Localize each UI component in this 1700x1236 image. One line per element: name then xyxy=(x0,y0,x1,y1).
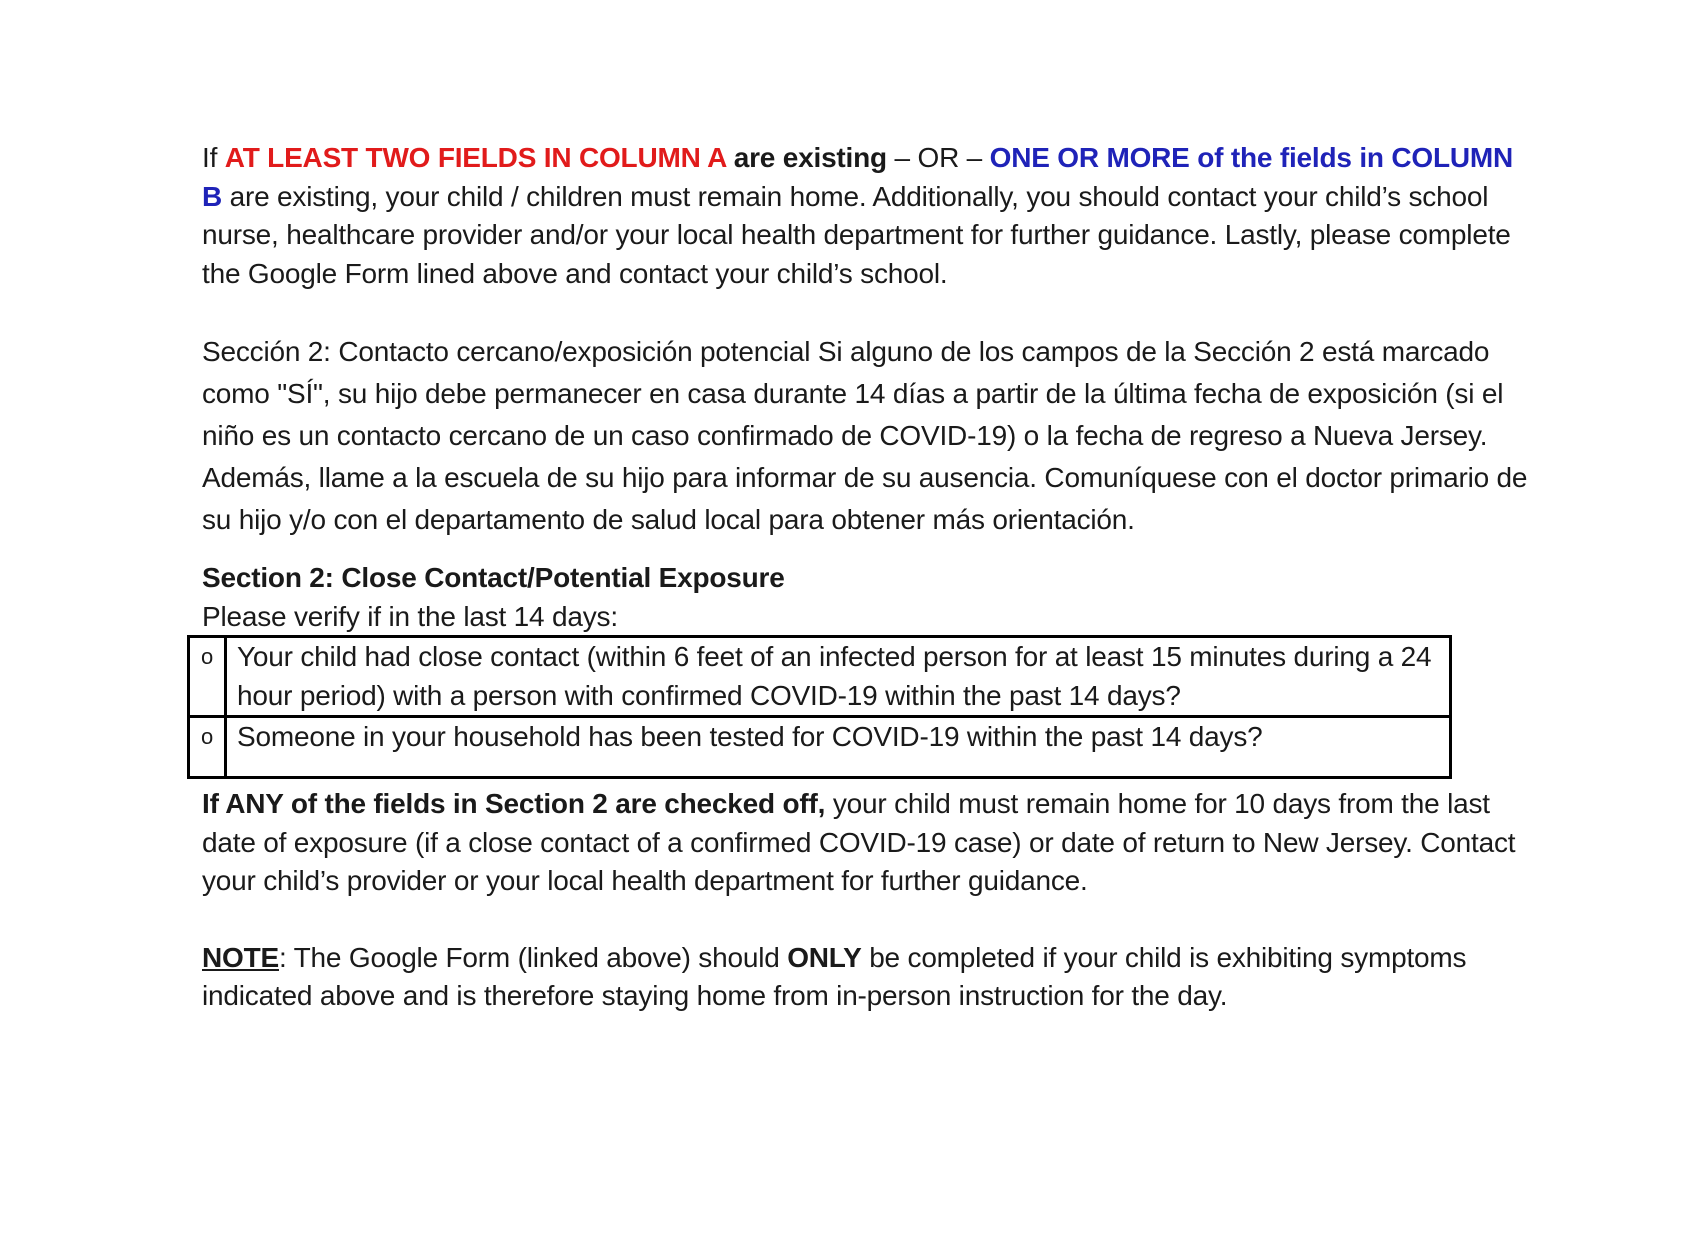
are-existing-bold: are existing xyxy=(726,142,887,173)
section-2-guidance xyxy=(202,785,1532,901)
section-2-guidance-bold: If ANY of the fields in Section 2 are checked off, xyxy=(202,788,826,819)
note-part2: be completed if your child is exhibiting symptoms indicated above and is therefore staying home from in-person instruction for the day. xyxy=(202,941,1467,1011)
column-b-highlight: ONE OR MORE of the fields in COLUMN B xyxy=(202,142,1514,212)
or-separator: – OR – xyxy=(886,142,990,173)
note-paragraph xyxy=(202,939,1532,1016)
column-a-highlight: AT LEAST TWO FIELDS IN COLUMN A xyxy=(224,142,727,173)
note-only-bold: ONLY xyxy=(787,941,862,973)
section-2-subtitle: Please verify if in the last 14 days: xyxy=(202,600,618,632)
section-2-title: Section 2: Close Contact/Potential Exposure xyxy=(202,562,785,593)
checklist-row xyxy=(189,717,1451,778)
section-2-guidance-rest: your child must remain home for 10 days from the last date of exposure (if a close contact of a confirmed COVID-19 case) or date of return to New Jersey. Contact your child’s provider or your local health department for further guidance. xyxy=(202,788,1516,896)
checkbox-marker[interactable] xyxy=(189,717,226,778)
checklist-item-text: Your child had close contact (within 6 feet of an infected person for at least 15 minutes during a 24 hour period) with a person with confirmed COVID-19 within the past 14 days? xyxy=(226,637,1451,717)
checkbox-marker[interactable] xyxy=(189,637,226,717)
note-label: NOTE xyxy=(202,941,279,973)
spanish-paragraph: Sección 2: Contacto cercano/exposición potencial Si alguno de los campos de la Sección 2 está marcado como "SÍ", su hijo debe permanecer en casa durante 14 días a partir de la última fecha de exposición (si el niño es un contacto cercano de un caso confirmado de COVID-19) o la fecha de regreso a Nueva Jersey. Además, llame a la escuela de su hijo para informar de su ausencia. Comuníquese con el doctor primario de su hijo y/o con el departamento de salud local para obtener más orientación. xyxy=(202,336,1528,535)
para1-rest: are existing, your child / children must remain home. Additionally, you should contact your child’s school nurse, healthcare provider and/or your local health department for further guidance. Lastly, please complete the Google Form lined above and contact your child’s school. xyxy=(202,180,1511,289)
instruction-paragraph xyxy=(202,139,1532,293)
checkbox-marker-glyph: o xyxy=(200,644,214,669)
document-page xyxy=(202,139,1532,1016)
checklist-item-text: Someone in your household has been tested for COVID-19 within the past 14 days? xyxy=(226,717,1451,778)
checkbox-marker-glyph: o xyxy=(200,724,214,749)
checklist-row xyxy=(189,637,1451,717)
note-part1: : The Google Form (linked above) should xyxy=(278,941,788,973)
para1-prefix: If xyxy=(202,142,225,173)
exposure-checklist xyxy=(187,635,1452,779)
